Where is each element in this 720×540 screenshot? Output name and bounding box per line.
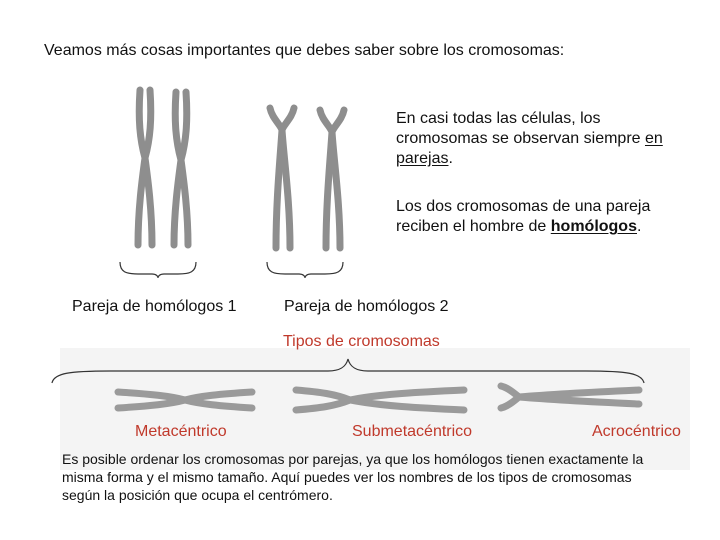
pairs-emphasis: en parejas	[396, 130, 663, 167]
pair-1-brace	[118, 260, 198, 280]
pair-2-brace	[265, 260, 345, 280]
homologous-pair-2-image	[260, 100, 360, 255]
chromosome-arm	[282, 108, 294, 248]
pair-1-label: Pareja de homólogos 1	[72, 298, 237, 315]
submetacentric-label: Submetacéntrico	[352, 423, 473, 440]
page-title: Veamos más cosas importantes que debes saber sobre los cromosomas:	[44, 42, 565, 59]
chromosome-arm	[181, 92, 188, 245]
chromosome-arm	[145, 90, 152, 245]
pair-2-label: Pareja de homólogos 2	[284, 298, 449, 315]
types-title: Tipos de cromosomas	[283, 333, 440, 350]
pairs-paragraph: En casi todas las células, los cromosomas se observan siempre en parejas.	[396, 110, 663, 167]
acrocentric-chromosome-image	[495, 380, 645, 414]
homologous-emphasis: homólogos	[550, 218, 637, 235]
submetacentric-chromosome-image	[290, 380, 470, 420]
homologous-pair-1-image	[120, 80, 210, 255]
homologous-paragraph: Los dos cromosomas de una pareja reciben el hombre de homólogos.	[396, 198, 651, 235]
chromosome-arm	[332, 110, 344, 248]
metacentric-label: Metacéntrico	[135, 423, 227, 440]
footer-paragraph: Es posible ordenar los cromosomas por parejas, ya que los homólogos tienen exactamente la misma forma y el mismo tamaño. Aquí puedes ver los nombres de los tipos de cromosomas según la posición que ocupa el centrómero.	[62, 451, 644, 503]
acrocentric-label: Acrocéntrico	[592, 423, 681, 440]
metacentric-chromosome-image	[110, 382, 260, 418]
